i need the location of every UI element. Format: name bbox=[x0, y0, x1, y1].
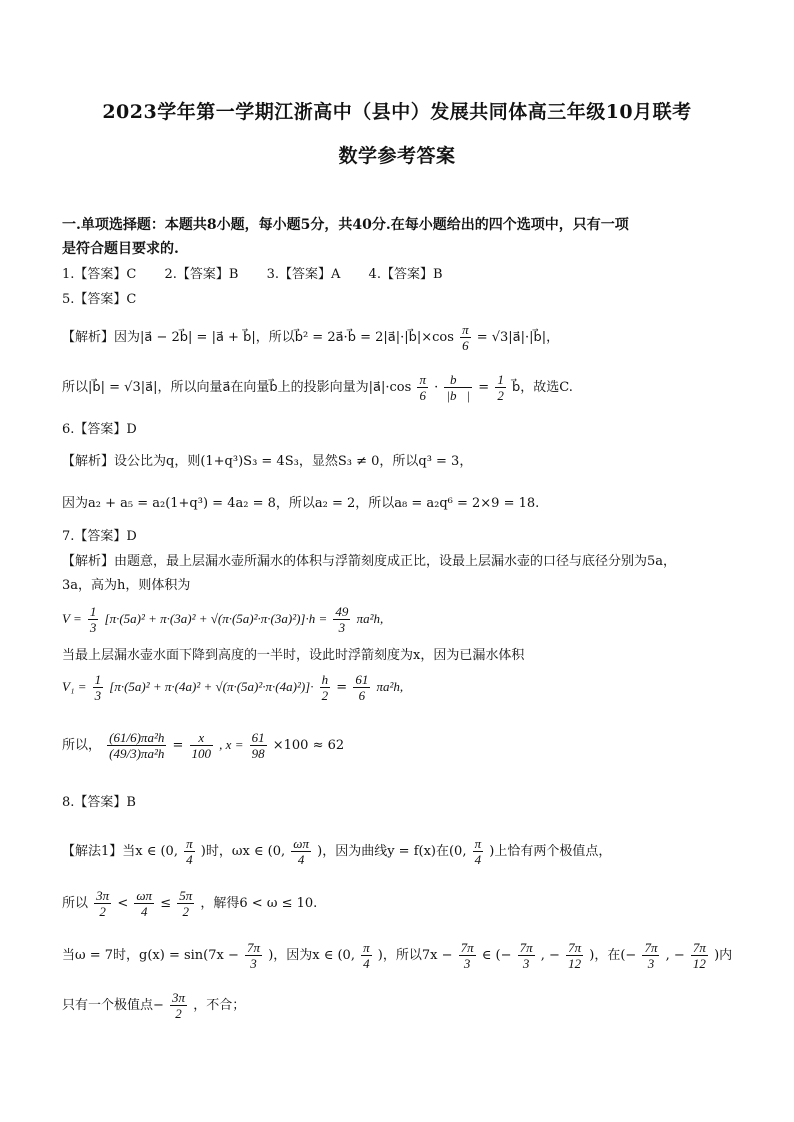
q5-l1-tail: = √3|a⃗|·|b⃗|， bbox=[476, 330, 560, 345]
q8-l3-frac-1 bbox=[245, 940, 262, 971]
q8-l1-b: )时，ωx ∈ (0, bbox=[200, 844, 286, 859]
q8-l3-f6-num: 7π bbox=[644, 940, 658, 955]
q8-l4-a: 只有一个极值点− bbox=[62, 998, 164, 1013]
q8-l3-f1-num: 7π bbox=[247, 940, 261, 955]
q7-v-frac-den: 3 bbox=[89, 620, 97, 635]
q7-v1-lhs: V₁ = bbox=[62, 679, 87, 694]
q8-l3-frac-5 bbox=[566, 940, 583, 971]
q5-solution-line-1 bbox=[62, 322, 559, 353]
answer-7: 7.【答案】D bbox=[62, 529, 137, 544]
q8-l3-b: )，因为x ∈ (0, bbox=[268, 948, 355, 963]
q7-solution-line-2: 3a，高为h，则体积为 bbox=[62, 578, 191, 593]
q8-l2-f3-num: 5π bbox=[179, 888, 193, 903]
q8-l3-f7-num: 7π bbox=[692, 940, 706, 955]
q7-v1-h-den: 2 bbox=[321, 688, 329, 703]
q7-v-frac-num: 1 bbox=[89, 604, 97, 619]
answer-8: 8.【答案】B bbox=[62, 795, 136, 810]
q6-solution-line-1: 【解析】设公比为q，则(1+q³)S₃ = 4S₃，显然S₃ ≠ 0，所以q³ = 3， bbox=[62, 454, 473, 469]
q8-l2-frac-1 bbox=[94, 888, 111, 919]
q5-l2-fraction-3 bbox=[495, 372, 506, 403]
document-subtitle: 数学参考答案 bbox=[338, 145, 456, 167]
q7-v1-h-num: h bbox=[321, 672, 329, 687]
q8-l1-f2-num: ωπ bbox=[293, 836, 309, 851]
q7-ratio-tail-1: , x = bbox=[219, 737, 244, 752]
q8-l3-f4-den: 3 bbox=[522, 956, 530, 971]
q5-l2-tail: b⃗，故选C. bbox=[511, 380, 573, 395]
q8-l2-f3-den: 2 bbox=[182, 904, 189, 919]
q7-v1-result-frac bbox=[353, 672, 370, 703]
q8-l4-f1-den: 2 bbox=[175, 1006, 182, 1021]
q7-ratio-big-den: (49/3)πa²h bbox=[109, 746, 165, 761]
q8-l3-h: )内 bbox=[714, 948, 733, 963]
q8-l3-g: , − bbox=[665, 948, 685, 963]
answer-3: 3.【答案】A bbox=[266, 267, 341, 282]
q8-l3-f: )，在(− bbox=[589, 948, 637, 963]
q7-ratio-r-frac bbox=[250, 730, 267, 761]
q8-l1-f3-num: π bbox=[474, 836, 482, 851]
q8-l2-f2-num: ωπ bbox=[136, 888, 153, 903]
q8-l3-f5-num: 7π bbox=[568, 940, 582, 955]
q8-l3-f6-den: 3 bbox=[647, 956, 655, 971]
q8-l2-frac-3 bbox=[177, 888, 194, 919]
q7-solution-line-4: 当最上层漏水壶水面下降到高度的一半时，设此时浮箭刻度为x，因为已漏水体积 bbox=[62, 648, 525, 663]
q8-solution-line-4 bbox=[62, 990, 245, 1021]
q8-l3-e: , − bbox=[540, 948, 560, 963]
q8-l2-c: ≤ bbox=[160, 896, 172, 911]
q5-l1-frac-num: π bbox=[462, 322, 469, 337]
q7-ratio-x-den: 100 bbox=[191, 746, 212, 761]
q5-l2-dot: · bbox=[434, 380, 439, 395]
q5-l2-frac1-num: π bbox=[419, 372, 426, 387]
answer-6: 6.【答案】D bbox=[62, 422, 137, 437]
q7-ratio-eq: = bbox=[172, 738, 184, 753]
q8-l3-a: 当ω = 7时，g(x) = sin(7x − bbox=[62, 948, 239, 963]
q7-v-result-frac bbox=[333, 604, 350, 635]
q8-l3-frac-7 bbox=[691, 940, 708, 971]
q7-ratio-lhs: 所以， bbox=[62, 738, 102, 753]
q5-l2-frac3-den: 2 bbox=[497, 388, 504, 403]
q7-v1-h-frac bbox=[320, 672, 331, 703]
q7-ratio-big-frac bbox=[107, 730, 166, 761]
q7-v-res-num: 49 bbox=[335, 604, 349, 619]
q8-l1-c: )，因为曲线y = f(x)在(0, bbox=[317, 844, 467, 859]
answer-1: 1.【答案】C bbox=[62, 267, 137, 282]
q8-l2-d: ，解得6 < ω ≤ 10. bbox=[200, 896, 318, 911]
section-heading-line-1: 一.单项选择题：本题共8小题，每小题5分，共40分.在每小题给出的四个选项中，只有一项 bbox=[62, 217, 629, 233]
q7-ratio-x-frac bbox=[190, 730, 214, 761]
q8-l3-f7-den: 12 bbox=[692, 956, 706, 971]
answer-2: 2.【答案】B bbox=[164, 267, 239, 282]
q5-l2-equals: = bbox=[478, 380, 490, 395]
q5-l2-frac2-num: b⃗ bbox=[444, 372, 472, 388]
q8-l2-a: 所以 bbox=[62, 896, 89, 911]
q8-l3-frac-2 bbox=[361, 940, 372, 971]
q7-v-tail: πa²h, bbox=[356, 611, 384, 626]
q7-ratio-formula bbox=[62, 730, 344, 761]
q7-v1-formula bbox=[62, 672, 403, 703]
q8-l3-f3-num: 7π bbox=[460, 940, 474, 955]
q8-l1-frac-1 bbox=[184, 836, 195, 867]
q8-solution-line-2 bbox=[62, 888, 317, 919]
q8-l1-f1-den: 4 bbox=[186, 852, 193, 867]
q5-l2-frac3-num: 1 bbox=[497, 372, 504, 387]
q8-l4-frac-1 bbox=[170, 990, 187, 1021]
q7-ratio-r-den: 98 bbox=[251, 746, 265, 761]
q7-v1-res-num: 61 bbox=[355, 672, 369, 687]
q8-l4-f1-num: 3π bbox=[172, 990, 186, 1005]
q7-ratio-x-num: x bbox=[190, 730, 214, 746]
answers-row-1-4 bbox=[62, 265, 467, 285]
q7-v-res-den: 3 bbox=[338, 620, 346, 635]
q8-l2-f1-num: 3π bbox=[96, 888, 110, 903]
q7-v1-frac-num: 1 bbox=[94, 672, 102, 687]
q8-l1-d: )上恰有两个极值点， bbox=[489, 844, 612, 859]
q8-l1-f3-den: 4 bbox=[474, 852, 482, 867]
q5-l2-text: 所以|b⃗| = √3|a⃗|，所以向量a⃗在向量b⃗上的投影向量为|a⃗|·cos bbox=[62, 380, 412, 395]
q8-l1-f1-num: π bbox=[186, 836, 193, 851]
q7-ratio-r-num: 61 bbox=[251, 730, 265, 745]
q7-ratio-tail-2: ×100 ≈ 62 bbox=[272, 738, 345, 753]
q5-solution-line-2 bbox=[62, 372, 573, 403]
q8-l2-frac-2 bbox=[134, 888, 154, 919]
q8-l3-f2-num: π bbox=[363, 940, 370, 955]
document-title: 2023学年第一学期江浙高中（县中）发展共同体高三年级10月联考 bbox=[102, 101, 692, 123]
q5-l2-fraction-1 bbox=[417, 372, 428, 403]
section-heading bbox=[62, 213, 742, 261]
q8-l4-b: ，不合； bbox=[193, 998, 246, 1013]
q8-l3-frac-3 bbox=[459, 940, 476, 971]
q7-ratio-big-num: (61/6)πa²h bbox=[109, 730, 165, 745]
q8-l3-c: )，所以7x − bbox=[377, 948, 453, 963]
q7-v-lhs: V = bbox=[62, 611, 82, 626]
q8-solution-line-3 bbox=[62, 940, 732, 971]
q7-v1-tail: πa²h, bbox=[376, 679, 404, 694]
answer-5: 5.【答案】C bbox=[62, 292, 137, 307]
q5-l1-frac-den: 6 bbox=[462, 338, 469, 353]
q8-l1-a: 【解法1】当x ∈ (0, bbox=[62, 844, 178, 859]
q7-v-body: [π·(5a)² + π·(3a)² + √(π·(5a)²·π·(3a)²)]·h = bbox=[104, 611, 328, 626]
answer-4: 4.【答案】B bbox=[368, 267, 443, 282]
q8-l2-f2-den: 4 bbox=[140, 904, 148, 919]
q7-v-frac bbox=[88, 604, 99, 635]
q5-l1-text: 【解析】因为|a⃗ − 2b⃗| = |a⃗ + b⃗|，所以b⃗² = 2a⃗·b⃗ = 2|a⃗|·|b⃗|×cos bbox=[62, 330, 454, 345]
q8-l3-f1-den: 3 bbox=[250, 956, 257, 971]
q7-volume-formula bbox=[62, 604, 383, 635]
q8-l2-b: < bbox=[117, 896, 129, 911]
q8-l3-f2-den: 4 bbox=[363, 956, 370, 971]
q8-l1-frac-3 bbox=[473, 836, 484, 867]
q8-l3-frac-6 bbox=[642, 940, 659, 971]
q7-solution-line-1: 【解析】由题意，最上层漏水壶所漏水的体积与浮箭刻度成正比，设最上层漏水壶的口径与底径分别为5a， bbox=[62, 554, 677, 569]
q8-l3-f3-den: 3 bbox=[463, 956, 471, 971]
q8-l3-d: ∈ (− bbox=[481, 948, 512, 963]
q5-l2-frac1-den: 6 bbox=[419, 388, 426, 403]
q7-v1-frac-den: 3 bbox=[94, 688, 102, 703]
q7-v1-res-den: 6 bbox=[358, 688, 366, 703]
q8-l2-f1-den: 2 bbox=[99, 904, 106, 919]
section-heading-line-2: 是符合题目要求的. bbox=[62, 241, 179, 257]
q5-l2-frac2-den: |b⃗| bbox=[446, 388, 471, 403]
q8-l1-f2-den: 4 bbox=[297, 852, 305, 867]
q6-solution-line-2: 因为a₂ + a₅ = a₂(1+q³) = 4a₂ = 8，所以a₂ = 2，所以a₈ = a₂q⁶ = 2×9 = 18. bbox=[62, 496, 540, 511]
q5-l2-fraction-2 bbox=[444, 372, 472, 403]
q5-l1-fraction bbox=[460, 322, 471, 353]
q8-l3-f4-num: 7π bbox=[519, 940, 533, 955]
q8-l3-frac-4 bbox=[518, 940, 535, 971]
q8-l3-f5-den: 12 bbox=[568, 956, 582, 971]
q7-v1-frac bbox=[93, 672, 104, 703]
q7-v1-eq: = bbox=[336, 680, 348, 695]
q8-solution-line-1 bbox=[62, 836, 611, 867]
q8-l1-frac-2 bbox=[291, 836, 311, 867]
q7-v1-body: [π·(5a)² + π·(4a)² + √(π·(5a)²·π·(4a)²)]· bbox=[109, 679, 314, 694]
